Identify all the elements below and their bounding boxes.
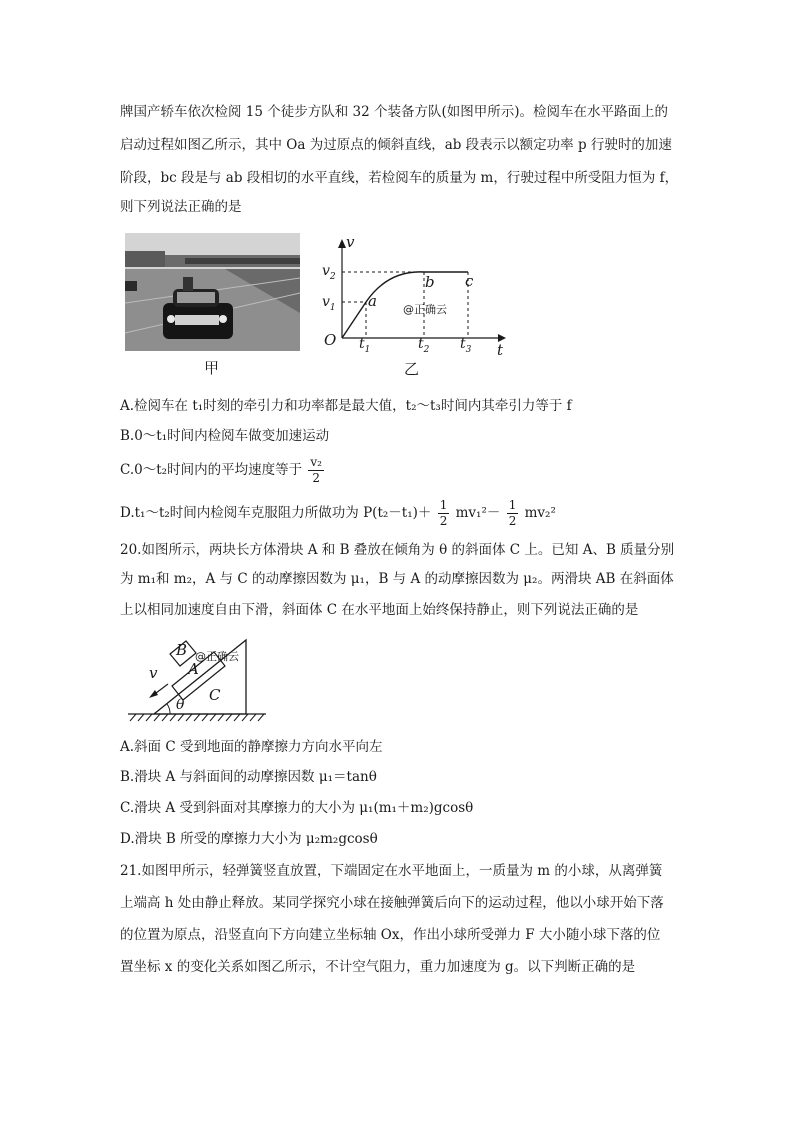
incline-figure — [124, 632, 274, 727]
q21-line-1: 21.如图甲所示，轻弹簧竖直放置，下端固定在水平地面上，一质量为 m 的小球，从离弹簧 — [120, 863, 663, 879]
q21-line-3: 的位置为原点，沿竖直向下方向建立坐标轴 Ox，作出小球所受弹力 F 大小随小球下落的位 — [120, 927, 661, 943]
watermark-2: @正确云 — [195, 650, 239, 663]
point-c-label: c — [465, 272, 474, 290]
q19-option-a: A.检阅车在 t₁时刻的牵引力和功率都是最大值，t₂～t₃时间内其牵引力等于 f — [120, 398, 572, 414]
intro-line-3: 阶段，bc 段是与 ab 段相切的水平直线，若检阅车的质量为 m，行驶过程中所受阻力恒为 f， — [120, 170, 679, 186]
q20-option-d: D.滑块 B 所受的摩擦力大小为 μ₂m₂gcosθ — [120, 831, 378, 847]
t2-label: $t_2$ — [418, 336, 430, 355]
q19-option-c: C.0～t₂时间内的平均速度等于 $\frac{\text{v₂}}{2}$ — [120, 455, 322, 485]
figure-b-caption: 乙 — [404, 360, 420, 378]
parade-car-photo — [125, 233, 300, 351]
q19-option-b: B.0～t₁时间内检阅车做变加速运动 — [120, 428, 330, 444]
origin-label: O — [324, 331, 337, 349]
axis-t-label: t — [497, 341, 504, 359]
t1-label: $t_1$ — [359, 336, 371, 355]
q20-line-2: 为 m₁和 m₂，A 与 C 的动摩擦因数为 μ₁，B 与 A 的动摩擦因数为 μ₂。两滑块 AB 在斜面体 — [120, 571, 674, 587]
intro-line-2: 启动过程如图乙所示，其中 Oa 为过原点的倾斜直线，ab 段表示以额定功率 p 行驶时的加速 — [120, 137, 672, 153]
q20-option-b: B.滑块 A 与斜面间的动摩擦因数 μ₁＝tanθ — [120, 769, 377, 785]
q20-line-3: 上以相同加速度自由下滑，斜面体 C 在水平地面上始终保持静止，则下列说法正确的是 — [120, 602, 639, 618]
intro-line-4: 则下列说法正确的是 — [120, 199, 242, 215]
v2-label: $v_2$ — [322, 263, 336, 282]
point-b-label: b — [425, 273, 435, 291]
q19-option-d: D.t₁～t₂时间内检阅车克服阻力所做功为 P(t₂－t₁)＋ $\frac{1}{2}$ mv₁²－ $\frac{1}{2}$ mv₂² — [120, 498, 556, 528]
q20-line-1: 20.如图所示，两块长方体滑块 A 和 B 叠放在倾角为 θ 的斜面体 C 上。已知 A、B 质量分别 — [120, 542, 675, 558]
q21-line-2: 上端高 h 处由静止释放。某同学探究小球在接触弹簧后向下的运动过程，他以小球开始下落 — [120, 895, 664, 911]
v1-label: $v_1$ — [322, 294, 336, 313]
velocity-label: v — [149, 664, 158, 682]
block-b-label: B — [176, 641, 188, 659]
fraction-half-1: $\frac{1}{2}$ — [439, 498, 448, 528]
q20-option-a: A.斜面 C 受到地面的静摩擦力方向水平向左 — [120, 739, 383, 755]
block-a-label: A — [188, 660, 199, 678]
q20-option-c: C.滑块 A 受到斜面对其摩擦力的大小为 μ₁(m₁＋m₂)gcosθ — [120, 800, 474, 816]
fraction-v2-over-2: $\frac{\text{v₂}}{2}$ — [310, 455, 322, 485]
wedge-c-label: C — [209, 686, 221, 704]
figure-a-caption: 甲 — [204, 359, 220, 377]
fraction-half-2: $\frac{1}{2}$ — [508, 498, 517, 528]
watermark-1: @正确云 — [403, 303, 447, 316]
theta-label: θ — [176, 697, 185, 713]
axis-v-label: v — [346, 233, 355, 251]
intro-line-1: 牌国产轿车依次检阅 15 个徒步方队和 32 个装备方队(如图甲所示)。检阅车在水平路面上的 — [120, 104, 669, 120]
t3-label: $t_3$ — [460, 336, 472, 355]
point-a-label: a — [368, 292, 377, 310]
q21-line-4: 置坐标 x 的变化关系如图乙所示，不计空气阻力，重力加速度为 g。以下判断正确的是 — [120, 959, 636, 975]
